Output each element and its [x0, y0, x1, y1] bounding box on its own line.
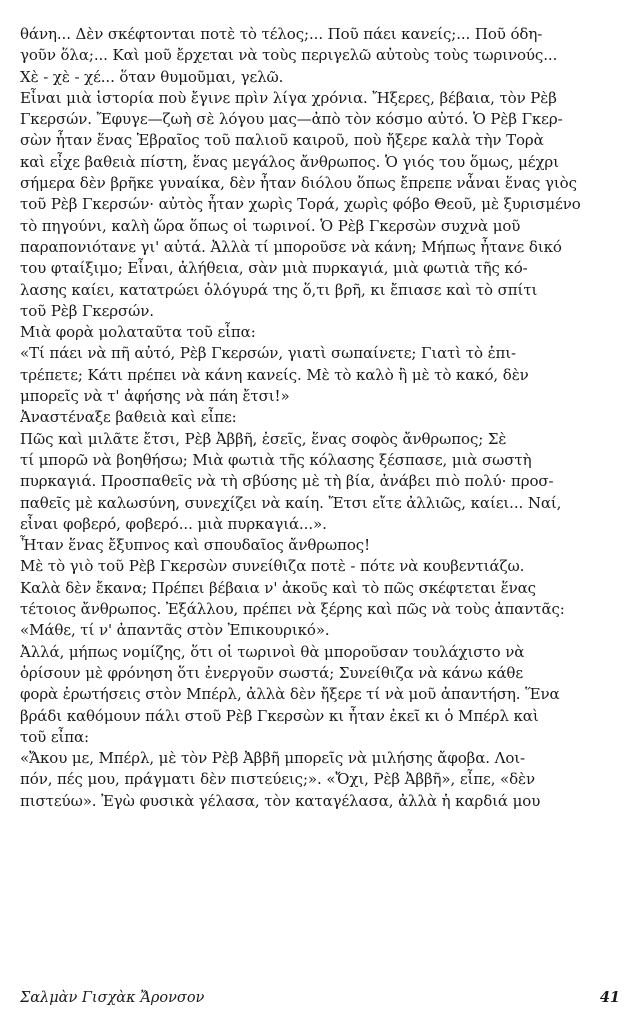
text-line: τοῦ Ρὲβ Γκερσών· αὐτὸς ἦταν χωρὶς Τορά, χωρὶς φόβο Θεοῦ, μὲ ξυρισμένο — [20, 195, 581, 214]
text-line: πυρκαγιά. Προσπαθεῖς νὰ τὴ σβύσης μὲ τὴ βία, ἀνάβει πιὸ πολύ· προσ- — [20, 472, 554, 491]
text-line: καὶ εἶχε βαθειὰ πίστη, ἕνας μεγάλος ἄνθρωπος. Ὁ γιός του ὅμως, μέχρι — [20, 152, 559, 171]
text-line: τί μπορῶ νὰ βοηθήσω; Μιὰ φωτιὰ τῆς κόλασης ξέσπασε, μιὰ σωστὴ — [20, 450, 532, 469]
text-line: «Ἄκου με, Μπέρλ, μὲ τὸν Ρὲβ Ἀββῆ μπορεῖς νὰ μιλήσης ἄφοβα. Λοι- — [20, 749, 526, 768]
text-line: τοῦ εἶπα: — [20, 727, 90, 746]
text-line: Καλὰ δὲν ἔκανα; Πρέπει βέβαια ν' ἀκοῦς καὶ τὸ πῶς σκέφτεται ἕνας — [20, 578, 536, 597]
text-line: γοῦν ὅλα;... Καὶ μοῦ ἔρχεται νὰ τοὺς περιγελῶ αὐτοὺς τοὺς τωρινούς... — [20, 46, 558, 65]
page-footer — [20, 986, 620, 1010]
footer-author: Σαλμὰν Γισχὰκ Ἄρονσον — [20, 990, 205, 1006]
text-line: θάνη... Δὲν σκέφτονται ποτὲ τὸ τέλος;... Ποῦ πάει κανείς;... Ποῦ όδη- — [20, 25, 543, 43]
text-line: σήμερα δὲν βρῆκε γυναίκα, δὲν ἦταν διόλου ὅπως ἔπρεπε νἆναι ἕνας γιὸς — [20, 174, 577, 193]
text-line: ὁρίσουν μὲ φρόνηση ὅτι ἐνεργοῦν σωστά; Συνείθιζα νὰ κάνω κάθε — [20, 663, 523, 682]
text-line: εἶναι φοβερό, φοβερό... μιὰ πυρκαγιά...». — [20, 514, 327, 533]
text-line: Μὲ τὸ γιὸ τοῦ Ρὲβ Γκερσὼν συνείθιζα ποτὲ - πότε νὰ κουβεντιάζω. — [20, 557, 525, 576]
text-line: τέτοιος ἄνθρωπος. Ἐξάλλου, πρέπει νὰ ξέρης καὶ πῶς νὰ τοὺς ἀπαντᾶς: — [20, 600, 565, 619]
text-line: παραπονιότανε γι' αὐτά. Ἀλλὰ τί μποροῦσε νὰ κάνη; Μήπως ἦτανε δικό — [20, 237, 562, 256]
text-line: «Τί πάει νὰ πῆ αὐτό, Ρὲβ Γκερσών, γιατὶ σωπαίνετε; Γιατὶ τὸ ἐπι- — [20, 344, 517, 363]
text-line: Χὲ - χὲ - χέ... ὅταν θυμοῦμαι, γελῶ. — [20, 67, 284, 86]
text-line: Ἦταν ἕνας ἔξυπνος καὶ σπουδαῖος ἄνθρωπος! — [20, 536, 371, 555]
text-line: Ἀναστέναξε βαθειὰ καὶ εἶπε: — [20, 408, 237, 427]
text-line: πιστεύω». Ἐγὼ φυσικὰ γέλασα, τὸν καταγέλασα, ἀλλὰ ἡ καρδιά μου — [20, 791, 541, 810]
text-line: τὸ πηγούνι, καλὴ ὥρα ὅπως οἱ τωρινοί. Ὁ Ρὲβ Γκερσὼν συχνὰ μοῦ — [20, 216, 521, 235]
text-line: Μιὰ φορὰ μολαταῦτα τοῦ εἶπα: — [20, 323, 256, 342]
text-line: πόν, πές μου, πράγματι δὲν πιστεύεις;». «Ὄχι, Ρὲβ Ἀββῆ», εἶπε, «δὲν — [20, 770, 536, 789]
text-line: παθεῖς μὲ καλωσύνη, συνεχίζει νὰ καίη. Ἔτσι εἴτε ἀλλιῶς, καίει... Ναί, — [20, 493, 562, 512]
text-line: Πῶς καὶ μιλᾶτε ἔτσι, Ρὲβ Ἀββῆ, ἐσεῖς, ἕνας σοφὸς ἄνθρωπος; Σὲ — [20, 429, 507, 448]
text-line: Εἶναι μιὰ ἱστορία ποὺ ἔγινε πρὶν λίγα χρόνια. Ἤξερες, βέβαια, τὸν Ρὲβ — [20, 88, 557, 107]
text-line: σὼν ἦταν ἕνας Ἑβραῖος τοῦ παλιοῦ καιροῦ, ποὺ ἤξερε καλὰ τὴν Τορὰ — [20, 131, 544, 150]
text-line: Γκερσών. Ἔφυγε—ζωὴ σὲ λόγου μας—ἀπὸ τὸν κόσμο αὐτό. Ὁ Ρὲβ Γκερ- — [20, 110, 563, 129]
text-line: λασης καίει, κατατρώει ὁλόγυρά της ὅ,τι βρῆ, κι ἔπιασε καὶ τὸ σπίτι — [20, 280, 538, 299]
text-line: τρέπετε; Κάτι πρέπει νὰ κάνη κανείς. Μὲ τὸ καλὸ ἢ μὲ τὸ κακό, δὲν — [20, 365, 529, 384]
text-line: φορὰ ἐρωτήσεις στὸν Μπέρλ, ἀλλὰ δὲν ἤξερε τί νὰ μοῦ ἀπαντήση. Ἕνα — [20, 685, 560, 704]
text-line: βράδι καθόμουν πάλι στοῦ Ρὲβ Γκερσὼν κι ἦταν ἐκεῖ κι ὁ Μπέρλ καὶ — [20, 706, 539, 725]
text-line: «Μάθε, τί ν' ἀπαντᾶς στὸν Ἐπικουρικό». — [20, 621, 330, 640]
text-line: του φταίξιμο; Εἶναι, ἀλήθεια, σὰν μιὰ πυρκαγιά, μιὰ φωτιὰ τῆς κό- — [20, 259, 528, 278]
text-line: Ἀλλά, μήπως νομίζης, ὅτι οἱ τωρινοὶ θὰ μποροῦσαν τουλάχιστο νὰ — [20, 642, 525, 661]
text-line: τοῦ Ρὲβ Γκερσών. — [20, 301, 154, 320]
text-line: μπορεῖς νὰ τ' ἀφήσης νὰ πάη ἔτσι!» — [20, 387, 290, 406]
page-body — [20, 24, 624, 984]
page-number: 41 — [599, 989, 620, 1006]
